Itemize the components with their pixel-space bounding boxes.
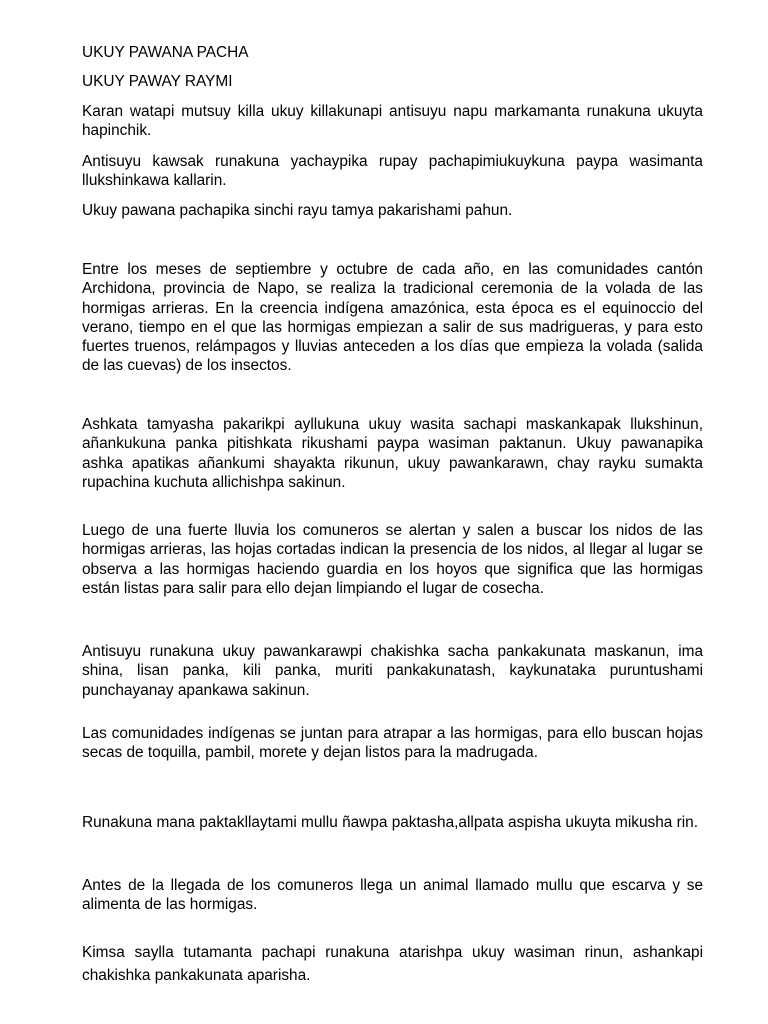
paragraph: Las comunidades indígenas se juntan para atrapar a las hormigas, para ello buscan hojas secas de toquilla, pambil, morete y dejan listos para la madrugada. — [82, 725, 703, 762]
paragraph: Luego de una fuerte lluvia los comuneros se alertan y salen a buscar los nidos de las hormigas arrieras, las hojas cortadas indican la presencia de los nidos, al llegar al lugar se observa a las hormigas haciendo guardia en los hoyos que significa que las hormigas están listas para salir para ello dejan limpiando el lugar de cosecha. — [82, 522, 703, 597]
paragraph: Runakuna mana paktakllaytami mullu ñawpa paktasha,allpata aspisha ukuyta mikusha rin. — [82, 814, 698, 831]
paragraph: Antes de la llegada de los comuneros llega un animal llamado mullu que escarva y se alimenta de las hormigas. — [82, 877, 703, 914]
paragraph: Antisuyu kawsak runakuna yachaypika rupay pachapimiukuykuna paypa wasimanta llukshinkawa kallarin. — [82, 153, 703, 190]
document-subtitle: UKUY PAWAY RAYMI — [82, 73, 233, 90]
paragraph: Ashkata tamyasha pakarikpi ayllukuna ukuy wasita sachapi maskankapak llukshinun, añankukuna panka pitishkata rikushami paypa wasiman paktanun. Ukuy pawanapika ashka apatikas añankumi shayakta rikunun, ukuy pawankarawn, chay rayku sumakta rupachina kuchuta allichishpa sakinun. — [82, 416, 703, 491]
paragraph: Kimsa saylla tutamanta pachapi runakuna atarishpa ukuy wasiman rinun, ashankapi chakishka pankakunata aparisha. — [82, 944, 703, 984]
paragraph: Entre los meses de septiembre y octubre de cada año, en las comunidades cantón Archidona, provincia de Napo, se realiza la tradicional ceremonia de la volada de las hormigas arrieras. En la creencia indígena amazónica, esta época es el equinoccio del verano, tiempo en el que las hormigas empiezan a salir de sus madrigueras, y para esto fuertes truenos, relámpagos y lluvias anteceden a los días que empieza la volada (salida de las cuevas) de los insectos. — [82, 261, 703, 375]
paragraph: Antisuyu runakuna ukuy pawankarawpi chakishka sacha pankakunata maskanun, ima shina, lisan panka, kili panka, muriti pankakunatash, kaykunataka puruntushami punchayanay apankawa sakinun. — [82, 643, 703, 699]
paragraph: Karan watapi mutsuy killa ukuy killakunapi antisuyu napu markamanta runakuna ukuyta hapinchik. — [82, 103, 703, 140]
document-title: UKUY PAWANA PACHA — [82, 44, 249, 61]
paragraph: Ukuy pawana pachapika sinchi rayu tamya pakarishami pahun. — [82, 202, 513, 219]
